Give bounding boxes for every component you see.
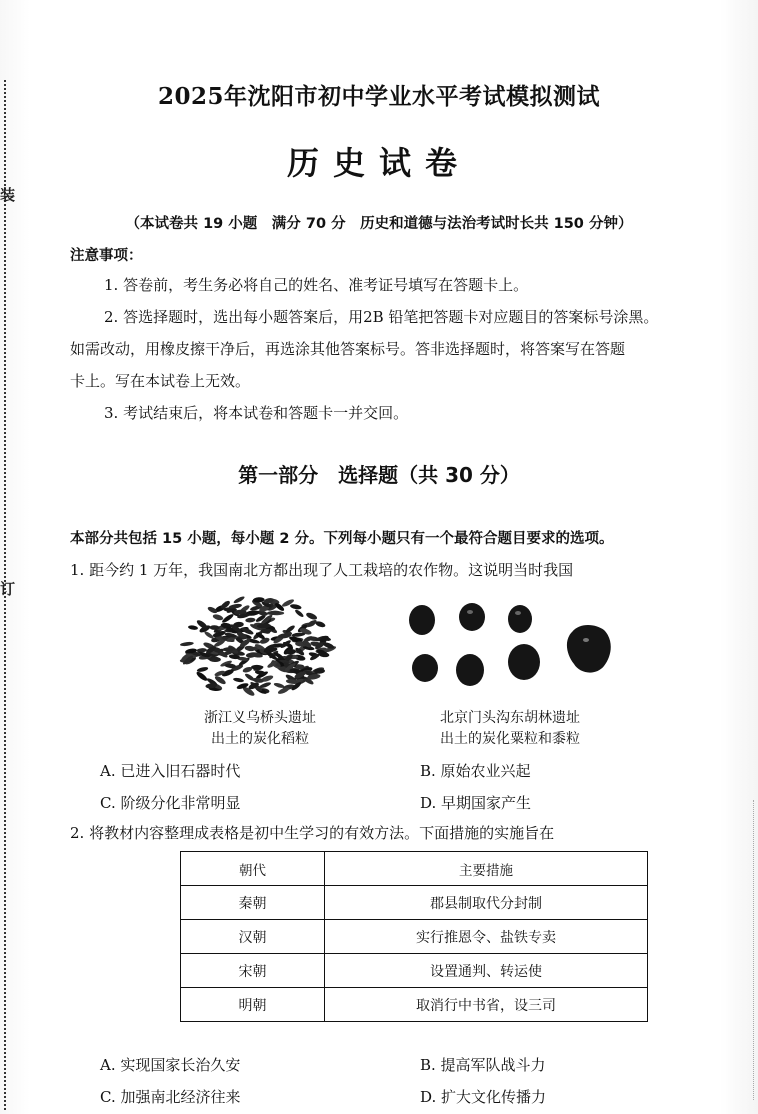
table-cell-measure: 取消行中书省，设三司	[325, 988, 648, 1022]
question-1-option-a: A. 已进入旧石器时代	[100, 762, 241, 780]
caption-left-line-2: 出土的炭化稻粒	[211, 731, 309, 747]
rice-grain	[180, 641, 194, 646]
carbonized-rice-grains-image	[175, 588, 340, 706]
rice-grain	[233, 677, 245, 683]
rice-grain	[233, 595, 246, 604]
notes-item-2-line-3: 卡上。写在本试卷上无效。	[70, 372, 251, 390]
rice-grain	[252, 677, 264, 683]
table-header-measures: 主要措施	[325, 852, 648, 886]
question-2-stem: 2. 将教材内容整理成表格是初中生学习的有效方法。下面措施的实施旨在	[70, 824, 555, 842]
table-row	[181, 954, 648, 988]
exam-title: 2025年沈阳市初中学业水平考试模拟测试	[157, 83, 600, 110]
exam-info: （本试卷共 19 小题 满分 70 分 历史和道德与法治考试时长共 150 分钟）	[125, 216, 633, 232]
question-2-option-a: A. 实现国家长治久安	[100, 1056, 241, 1074]
table-row	[181, 988, 648, 1022]
table-row	[181, 920, 648, 954]
notes-item-2-line-1: 2. 答选择题时，选出每小题答案后，用2B 铅笔把答题卡对应题目的答案标号涂黑。	[104, 308, 659, 326]
rice-grain	[196, 666, 208, 673]
binding-char-ding: 订	[0, 580, 16, 598]
table-row	[181, 886, 648, 920]
question-1-option-b: B. 原始农业兴起	[420, 762, 531, 780]
caption-left	[160, 708, 360, 750]
table-cell-measure: 实行推恩令、盐铁专卖	[325, 920, 648, 954]
binding-char-zhuang: 装	[0, 186, 16, 204]
caption-right	[410, 708, 610, 750]
question-1-option-d: D. 早期国家产生	[420, 794, 532, 812]
question-1-stem: 1. 距今约 1 万年，我国南北方都出现了人工栽培的农作物。这说明当时我国	[70, 561, 574, 579]
notes-item-2-line-2: 如需改动，用橡皮擦干净后，再选涂其他答案标号。答非选择题时，将答案写在答题	[70, 340, 626, 358]
notes-heading: 注意事项：	[70, 248, 143, 264]
table-cell-dynasty: 秦朝	[181, 886, 325, 920]
rice-grain	[305, 611, 318, 621]
rice-grain	[244, 645, 255, 652]
question-2-option-b: B. 提高军队战斗力	[420, 1056, 546, 1074]
question-2-option-c: C. 加强南北经济往来	[100, 1088, 241, 1106]
caption-right-line-1: 北京门头沟东胡林遗址	[440, 710, 580, 726]
table-cell-measure: 郡县制取代分封制	[325, 886, 648, 920]
rice-grain	[212, 613, 224, 621]
table-cell-measure: 设置通判、转运使	[325, 954, 648, 988]
rice-grain	[294, 609, 304, 618]
question-1-option-c: C. 阶级分化非常明显	[100, 794, 241, 812]
measures-table	[180, 851, 648, 1022]
carbonized-millet-grains-image	[400, 596, 625, 696]
section-1-instruction: 本部分共包括 15 小题，每小题 2 分。下列每小题只有一个最符合题目要求的选项。	[70, 531, 614, 547]
rice-grain	[245, 617, 256, 622]
subject-title: 历史试卷	[286, 144, 471, 182]
table-cell-dynasty: 明朝	[181, 988, 325, 1022]
table-header-row	[181, 852, 648, 886]
caption-left-line-1: 浙江义乌桥头遗址	[204, 710, 316, 726]
question-2-option-d: D. 扩大文化传播力	[420, 1088, 547, 1106]
notes-item-3: 3. 考试结束后，将本试卷和答题卡一并交回。	[104, 404, 409, 422]
table-header-dynasty: 朝代	[181, 852, 325, 886]
rice-grain	[251, 665, 263, 670]
section-1-heading: 第一部分 选择题（共 30 分）	[238, 463, 520, 487]
table-cell-dynasty: 宋朝	[181, 954, 325, 988]
rice-grain	[195, 670, 208, 682]
right-edge-line	[753, 800, 754, 1100]
table-cell-dynasty: 汉朝	[181, 920, 325, 954]
caption-right-line-2: 出土的炭化粟粒和黍粒	[440, 731, 580, 747]
notes-item-1: 1. 答卷前，考生务必将自己的姓名、准考证号填写在答题卡上。	[104, 276, 529, 294]
rice-grain	[290, 603, 302, 610]
rice-grain	[188, 625, 199, 631]
